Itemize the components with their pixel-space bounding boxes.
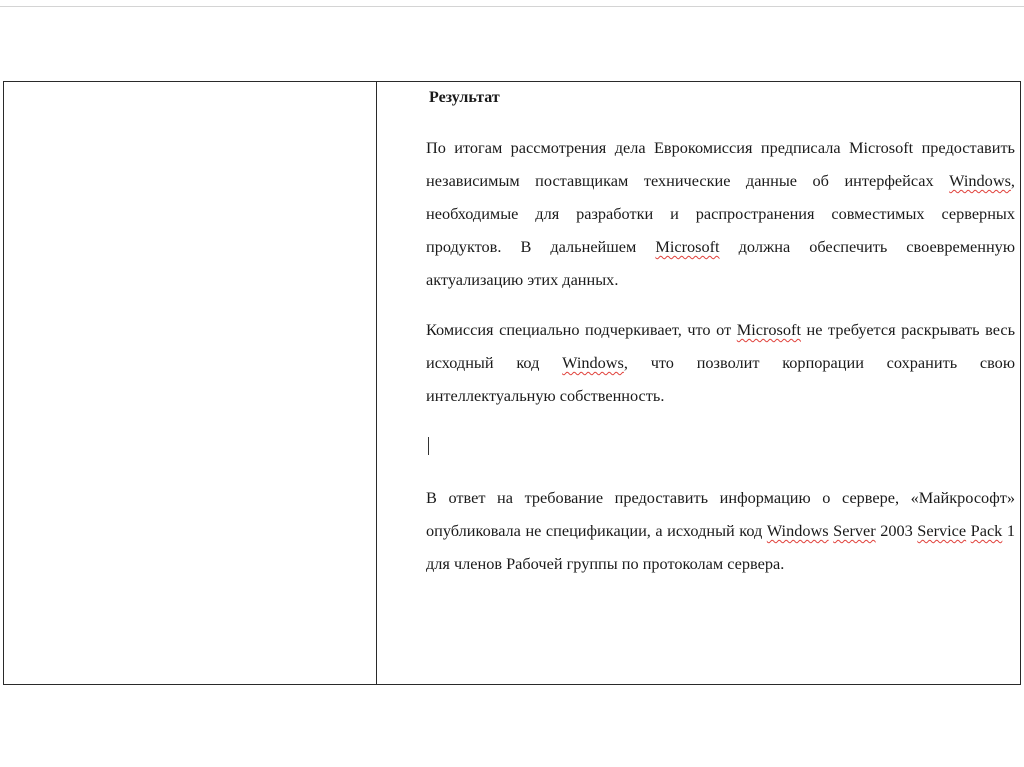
- paragraph-result-2[interactable]: Комиссия специально подчеркивает, что от Microsoft не требуется раскрывать весь исходный код Windows, что позволит корпорации сохранить свою интеллектуальную собственность.: [426, 320, 1015, 405]
- table-right-cell[interactable]: [378, 82, 1020, 684]
- section-heading: Результат: [429, 89, 500, 106]
- misspelled-word: Service: [917, 521, 967, 540]
- misspelled-word: Microsoft: [736, 320, 801, 339]
- document-table: [3, 81, 1021, 685]
- misspelled-word: Windows: [949, 171, 1011, 190]
- misspelled-word: Pack: [970, 521, 1003, 540]
- table-left-cell[interactable]: [4, 82, 377, 684]
- page-top-divider: [0, 6, 1024, 7]
- paragraph-result-3[interactable]: В ответ на требование предоставить информацию о сервере, «Майкрософт» опубликовала не спецификации, а исходный код Windows Server 2003 Service Pack 1 для членов Рабочей группы по протоколам сервера.: [426, 488, 1016, 573]
- misspelled-word: Server: [833, 521, 876, 540]
- misspelled-word: Windows: [766, 521, 829, 540]
- misspelled-word: Microsoft: [655, 237, 720, 256]
- misspelled-word: Windows: [562, 353, 624, 372]
- paragraph-result-1[interactable]: По итогам рассмотрения дела Еврокомиссия предписала Microsoft предоставить независимым поставщикам технические данные об интерфейсах Windows, необходимые для разработки и распространения совместимых серверных продуктов. В дальнейшем Microsoft должна обеспечить своевременную актуализацию этих данных.: [426, 138, 1015, 289]
- text-cursor: [428, 437, 429, 455]
